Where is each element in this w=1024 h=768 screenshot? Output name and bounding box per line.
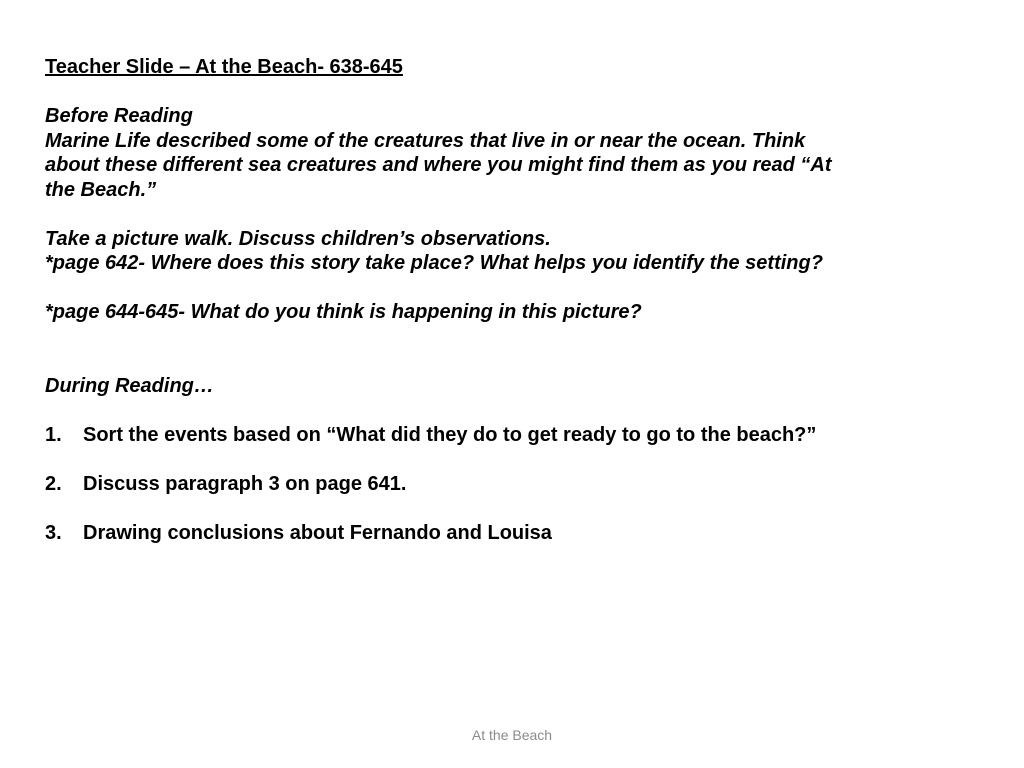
before-reading-heading: Before Reading xyxy=(45,105,193,127)
picture-walk-text: Take a picture walk. Discuss children’s observations. xyxy=(45,227,551,250)
list-item-number: 3. xyxy=(45,521,62,544)
before-reading-text-line-2: about these different sea creatures and where you might find them as you read “At xyxy=(45,154,832,176)
list-item xyxy=(45,423,945,448)
list-item-number: 2. xyxy=(45,472,62,495)
list-item-text: Discuss paragraph 3 on page 641. xyxy=(83,472,407,495)
slide-content xyxy=(45,55,945,570)
list-item xyxy=(45,521,945,546)
during-reading-heading: During Reading… xyxy=(45,374,214,397)
slide-footer: At the Beach xyxy=(471,727,553,743)
question-page-644-645: *page 644-645- What do you think is happening in this picture? xyxy=(45,301,642,323)
before-reading-text-line-1: Marine Life described some of the creatures that live in or near the ocean. Think xyxy=(45,129,806,152)
slide-title: Teacher Slide – At the Beach- 638-645 xyxy=(45,56,403,78)
list-item xyxy=(45,472,945,497)
list-item-text: Sort the events based on “What did they do to get ready to go to the beach?” xyxy=(83,423,817,446)
question-page-642: *page 642- Where does this story take place? What helps you identify the setting? xyxy=(45,252,823,274)
during-reading-list xyxy=(45,423,945,546)
list-item-text: Drawing conclusions about Fernando and Louisa xyxy=(83,521,552,544)
list-item-number: 1. xyxy=(45,423,62,446)
before-reading-text-line-3: the Beach.” xyxy=(45,178,157,201)
